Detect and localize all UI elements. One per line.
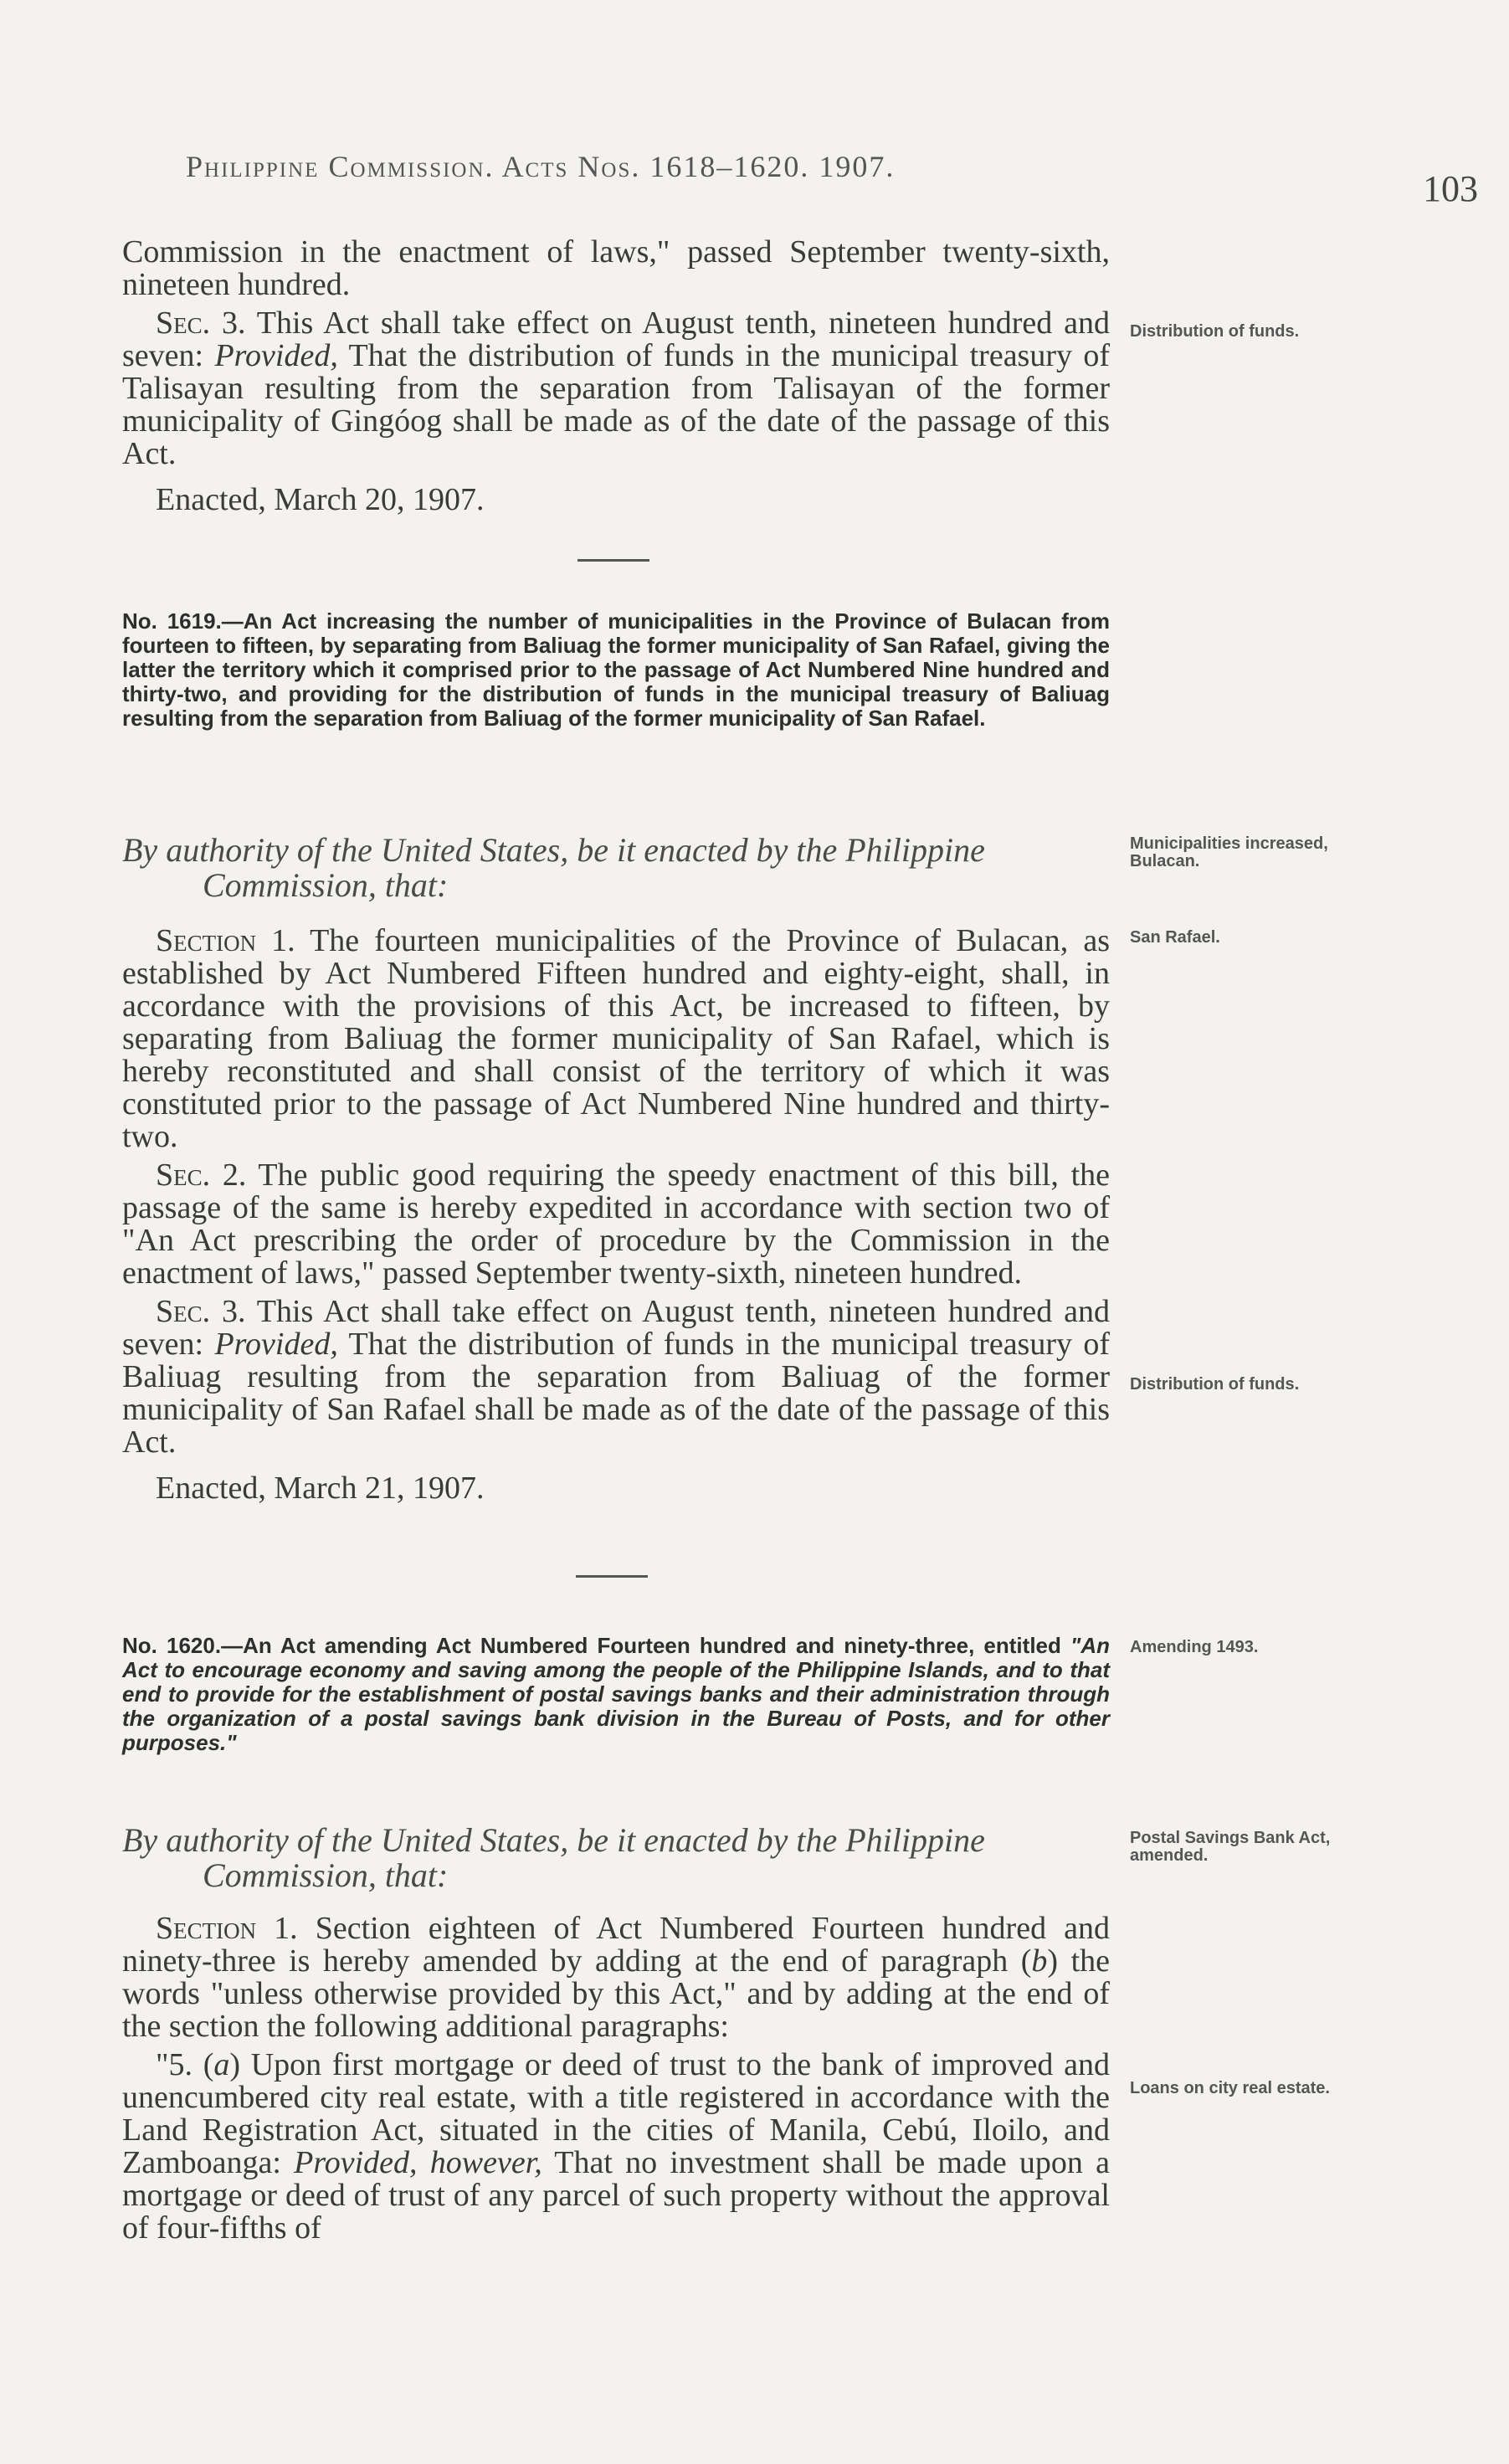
act-1618-continuation: Commission in the enactment of laws," passed September twenty-sixth, nineteen hundred. [122, 234, 1110, 302]
act-number: No. 1619. [122, 608, 222, 634]
act-1620-body [122, 1912, 1110, 2251]
section-divider [577, 559, 649, 562]
margin-note-postal-savings: Postal Savings Bank Act, amended. [1130, 1829, 1331, 1865]
section-label: Sec. 3. [156, 305, 246, 341]
margin-note-amending: Amending 1493. [1130, 1638, 1259, 1656]
enacting-clause-line-2: Commission, that: [203, 1856, 449, 1894]
act-1619-section-3 [122, 1296, 1110, 1459]
paragraph-letter: b [1031, 1943, 1048, 1979]
act-number: No. 1620. [122, 1633, 222, 1658]
act-1619-enacted: Enacted, March 21, 1907. [156, 1471, 485, 1506]
section-text: This Act shall take effect on August tenth, nineteen hundred and seven: [122, 1294, 1110, 1362]
provided-italic: Provided, [214, 338, 338, 373]
section-divider [576, 1575, 648, 1578]
section-text: This Act shall take effect on August tenth, nineteen hundred and seven: [122, 305, 1110, 373]
act-1620-section-1 [122, 1912, 1110, 2043]
section-label: Sec. 3. [156, 1294, 246, 1329]
act-title-text: —An Act increasing the number of municipalities in the Province of Bulacan from fourteen to fifteen, by separating from Baliuag the former municipality of San Rafael, giving the latter the territory which it comprised prior to the passage of Act Numbered Nine hundred and thirty-two, and providing for the distribution of funds in the municipal treasury of Baliuag resulting from the separation from Baliuag of the former municipality of San Rafael. [122, 608, 1110, 731]
act-1620-title [122, 1634, 1110, 1755]
section-label: Section 1. [156, 1911, 298, 1946]
section-text: The public good requiring the speedy enactment of this bill, the passage of the same is hereby expedited in accordance with section two of "An Act prescribing the order of procedure by the Commission in the enactment of laws," passed September twenty-sixth, nineteen hundred. [122, 1158, 1110, 1291]
section-label: Sec. 2. [156, 1158, 247, 1193]
running-head: Philippine Commission. Acts Nos. 1618–1620. 1907. [186, 150, 896, 183]
section-text: Section eighteen of Act Numbered Fourteen hundred and ninety-three is hereby amended by adding at the end of paragraph ( [122, 1911, 1110, 1979]
paragraph-text: ) Upon first mortgage or deed of trust to the bank of improved and unencumbered city real estate, with a title registered in accordance with the Land Registration Act, situated in the cities of Manila, Cebú, Iloilo, and Zamboanga: [122, 2047, 1110, 2180]
paragraph-text: That no investment shall be made upon a mortgage or deed of trust of any parcel of such property without the approval of four-fifths of [122, 2145, 1110, 2246]
section-label: Section 1. [156, 923, 295, 958]
act-1618-section-3 [122, 307, 1110, 470]
act-1618-end-text [122, 236, 1110, 516]
section-text: ) the words "unless otherwise provided by this Act," and by adding at the end of the section the following additional paragraphs: [122, 1943, 1111, 2044]
margin-note-san-rafael: San Rafael. [1130, 928, 1220, 947]
act-1619-section-1 [122, 925, 1110, 1153]
enacting-clause-line-1: By authority of the United States, be it enacted by the Philippine [122, 1821, 985, 1859]
act-1619-section-2 [122, 1159, 1110, 1290]
act-title-text: —An Act amending Act Numbered Fourteen hundred and ninety-three, entitled [221, 1633, 1070, 1658]
provided-italic: Provided, however, [294, 2145, 542, 2180]
margin-note-municipalities: Municipalities increased, Bulacan. [1130, 834, 1328, 870]
enacting-clause-line-2: Commission, that: [203, 866, 449, 904]
paragraph-text: "5. ( [156, 2047, 214, 2082]
act-1619-title [122, 609, 1110, 731]
act-1619-enacting-clause [122, 833, 1110, 903]
paragraph-letter: a [213, 2047, 230, 2082]
section-text: That the distribution of funds in the municipal treasury of Talisayan resulting from the separation from Talisayan of the former municipality of Gingóog shall be made as of the date of the passage of this Act. [122, 338, 1111, 471]
enacting-clause-line-1: By authority of the United States, be it enacted by the Philippine [122, 831, 985, 869]
margin-note-loans: Loans on city real estate. [1130, 2079, 1330, 2097]
act-1619-body [122, 925, 1110, 1505]
section-text: The fourteen municipalities of the Province of Bulacan, as established by Act Numbered Fifteen hundred and eighty-eight, shall, in accordance with the provisions of this Act, be increased to fifteen, by separating from Baliuag the former municipality of San Rafael, which is hereby reconstituted and shall consist of the territory of which it was constituted prior to the passage of Act Numbered Nine hundred and thirty-two. [122, 923, 1110, 1154]
act-1618-enacted: Enacted, March 20, 1907. [156, 482, 485, 517]
act-title-quoted: "An Act to encourage economy and saving among the people of the Philippine Islands, and to that end to provide for the establishment of postal savings banks and their administration through the organization of a postal savings bank division in the Bureau of Posts, and for other purposes." [122, 1633, 1110, 1755]
margin-note-distribution-1618: Distribution of funds. [1130, 322, 1300, 341]
section-text: That the distribution of funds in the municipal treasury of Baliuag resulting from the separation from Baliuag of the former municipality of San Rafael shall be made as of the date of the passage of this Act. [122, 1327, 1111, 1460]
margin-note-distribution-1619: Distribution of funds. [1130, 1375, 1300, 1394]
page-number: 103 [1423, 168, 1478, 209]
act-1620-paragraph-5 [122, 2049, 1110, 2245]
provided-italic: Provided, [214, 1327, 338, 1362]
act-1620-enacting-clause [122, 1823, 1110, 1893]
